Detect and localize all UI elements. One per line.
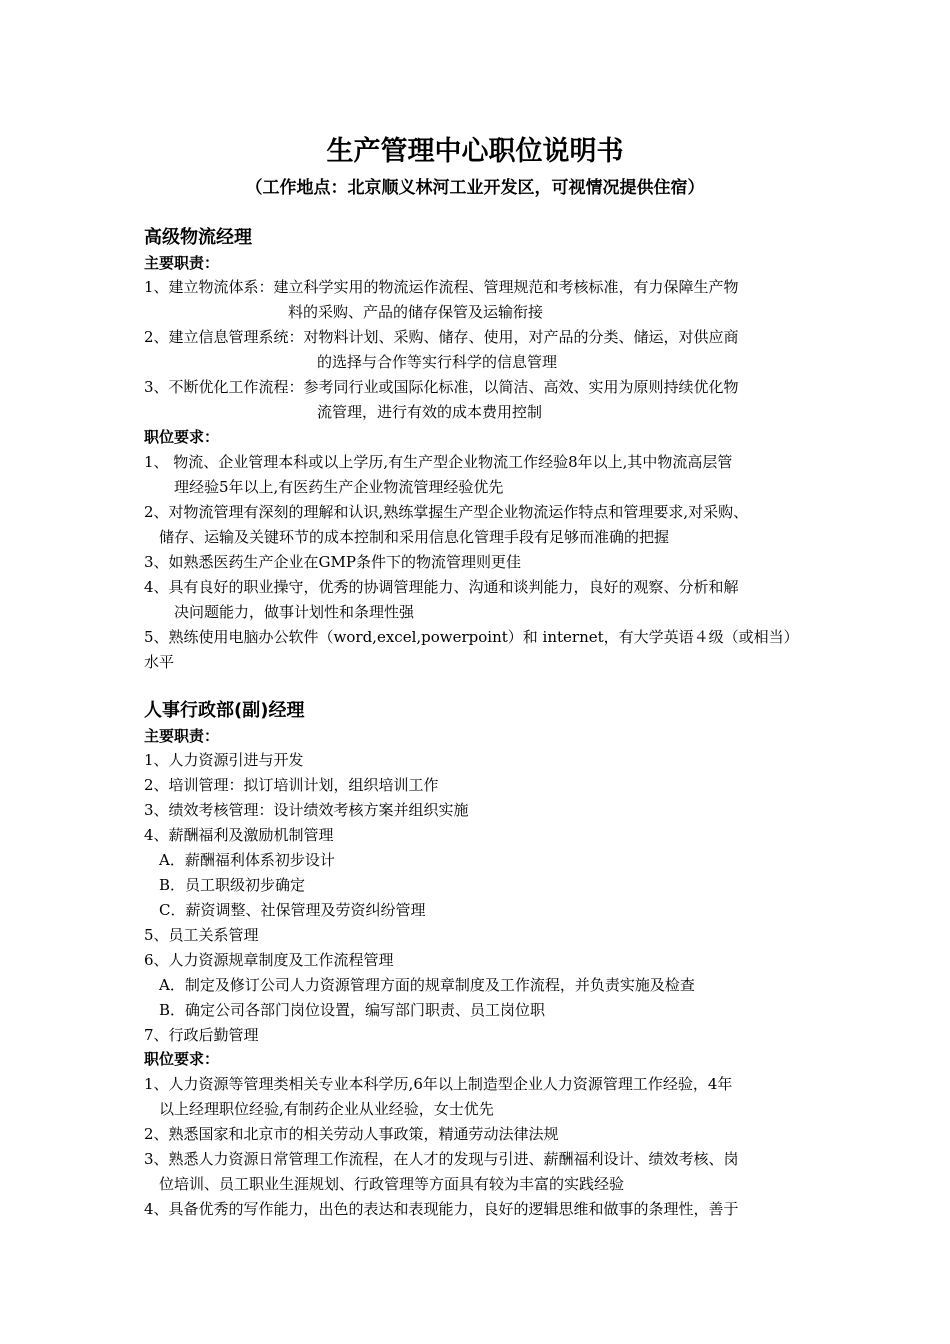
duty-line: 2、建立信息管理系统：对物料计划、采购、储存、使用，对产品的分类、储运，对供应商 [144, 328, 739, 346]
section-heading-logistics-manager: 高级物流经理 [144, 227, 252, 248]
duties-label: 主要职责： [144, 254, 220, 272]
duty-line: 7、行政后勤管理 [144, 1026, 259, 1044]
requirement-line: 以上经理职位经验,有制药企业从业经验，女士优先 [159, 1100, 494, 1118]
duty-line: 流管理，进行有效的成本费用控制 [317, 403, 543, 421]
requirement-line: 位培训、员工职业生涯规划、行政管理等方面具有较为丰富的实践经验 [159, 1175, 625, 1193]
duty-line: 料的采购、产品的储存保管及运输衔接 [288, 303, 544, 321]
duty-line: 的选择与合作等实行科学的信息管理 [317, 353, 558, 371]
requirements-label: 职位要求： [144, 1050, 220, 1068]
duty-subitem: A．制定及修订公司人力资源管理方面的规章制度及工作流程，并负责实施及检查 [159, 976, 695, 994]
duty-line: 1、建立物流体系：建立科学实用的物流运作流程、管理规范和考核标准，有力保障生产物 [144, 278, 739, 296]
duty-line: 4、薪酬福利及激励机制管理 [144, 826, 334, 844]
requirement-line: 3、熟悉人力资源日常管理工作流程，在人才的发现与引进、薪酬福利设计、绩效考核、岗 [144, 1150, 739, 1168]
requirements-label: 职位要求： [144, 428, 220, 446]
requirement-line: 3、如熟悉医药生产企业在GMP条件下的物流管理则更佳 [144, 553, 521, 571]
requirement-line: 2、熟悉国家和北京市的相关劳动人事政策，精通劳动法律法规 [144, 1125, 559, 1143]
duty-line: 1、人力资源引进与开发 [144, 751, 304, 769]
duty-subitem: B．员工职级初步确定 [159, 876, 306, 894]
section-heading-hr-admin-manager: 人事行政部(副)经理 [144, 700, 305, 721]
document-title: 生产管理中心职位说明书 [326, 136, 624, 167]
requirement-line: 水平 [144, 653, 175, 671]
duty-line: 5、员工关系管理 [144, 926, 259, 944]
duty-subitem: C．薪资调整、社保管理及劳资纠纷管理 [159, 901, 426, 919]
duties-label: 主要职责： [144, 727, 220, 745]
duty-line: 6、人力资源规章制度及工作流程管理 [144, 951, 394, 969]
requirement-line: 2、对物流管理有深刻的理解和认识,熟练掌握生产型企业物流运作特点和管理要求,对采购、 [144, 503, 749, 521]
requirement-line: 1、 物流、企业管理本科或以上学历,有生产型企业物流工作经验8年以上,其中物流高层管 [144, 453, 733, 471]
requirement-line: 储存、运输及关键环节的成本控制和采用信息化管理手段有足够而准确的把握 [159, 528, 670, 546]
requirement-line: 5、熟练使用电脑办公软件（word,excel,powerpoint）和 internet，有大学英语４级（或相当） [144, 628, 799, 646]
requirement-line: 1、人力资源等管理类相关专业本科学历,6年以上制造型企业人力资源管理工作经验，4年 [144, 1075, 733, 1093]
duty-subitem: B．确定公司各部门岗位设置，编写部门职责、员工岗位职 [159, 1001, 546, 1019]
duty-line: 2、培训管理：拟订培训计划，组织培训工作 [144, 776, 439, 794]
duty-line: 3、不断优化工作流程：参考同行业或国际化标准，以简洁、高效、实用为原则持续优化物 [144, 378, 739, 396]
duty-subitem: A．薪酬福利体系初步设计 [159, 851, 335, 869]
document-subtitle: （工作地点：北京顺义林河工业开发区，可视情况提供住宿） [245, 178, 705, 198]
duty-line: 3、绩效考核管理：设计绩效考核方案并组织实施 [144, 801, 469, 819]
requirement-line: 理经验5年以上,有医药生产企业物流管理经验优先 [174, 478, 504, 496]
requirement-line: 决问题能力，做事计划性和条理性强 [174, 603, 415, 621]
requirement-line: 4、具备优秀的写作能力，出色的表达和表现能力，良好的逻辑思维和做事的条理性，善于 [144, 1200, 739, 1218]
requirement-line: 4、具有良好的职业操守，优秀的协调管理能力、沟通和谈判能力，良好的观察、分析和解 [144, 578, 739, 596]
